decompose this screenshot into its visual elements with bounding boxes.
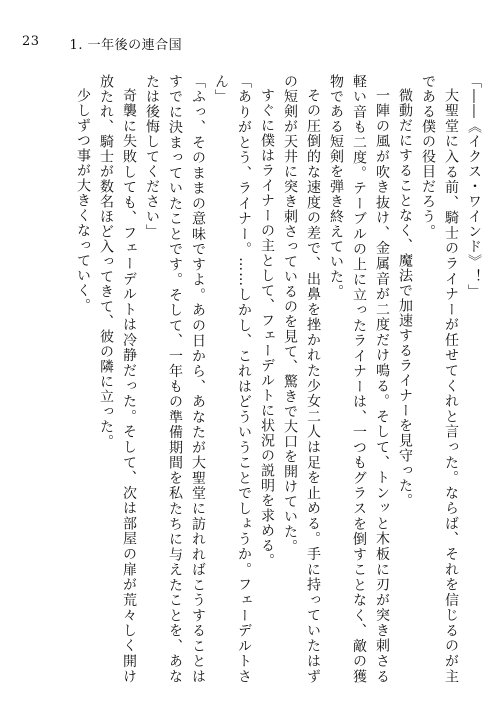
paragraph: 「――《イクス・ワインド》！」 — [466, 74, 482, 299]
paragraph: 微動だにすることなく、魔法で加速するライナーを見守った。 — [397, 88, 413, 508]
body-text — [15, 74, 485, 684]
paragraph: 一陣の風が吹き抜け、金属音が二度だけ鳴る。そして、トンッと木板に刃が突き刺さる軽い音も二度。テーブルの上に立ったライナーは、一つもグラスを倒すことなく、敵の獲物である短剣を弾き終えていた。 — [328, 74, 390, 684]
chapter-title: 1. 一年後の連合国 — [69, 38, 183, 53]
page-header — [22, 34, 182, 53]
paragraph: その圧倒的な速度の差で、出鼻を挫かれた少女二人は足を止める。手に持っていたはずの短剣が天井に突き刺さっているのを見て、驚きで大口を開けていた。 — [282, 74, 321, 684]
paragraph: 「ありがとう、ライナー。……しかし、これはどういうことでしょうか。フェーデルトさん」 — [213, 74, 252, 684]
paragraph: すぐに僕はライナーの主として、フェーデルトに状況の説明を求める。 — [259, 88, 275, 568]
paragraph: 少しずつ事が大きくなっていく。 — [75, 88, 91, 313]
paragraph: 大聖堂に入る前、騎士のライナーが任せてくれと言った。ならば、それを信じるのが主である僕の役目だろう。 — [420, 74, 459, 684]
paragraph: 奇襲に失敗しても、フェーデルトは冷静だった。そして、次は部屋の扉が荒々しく開け放たれ、騎士が数名ほど入ってきて、彼の隣に立った。 — [98, 74, 137, 684]
paragraph: 「ふっ、そのままの意味ですよ。あの日から、あなたが大聖堂に訪れればこうすることはすでに決まっていたことです。そして、一年もの準備期間を私たちに与えたことを、あなたは後悔してください」 — [144, 74, 206, 684]
page-number: 23 — [22, 34, 40, 49]
